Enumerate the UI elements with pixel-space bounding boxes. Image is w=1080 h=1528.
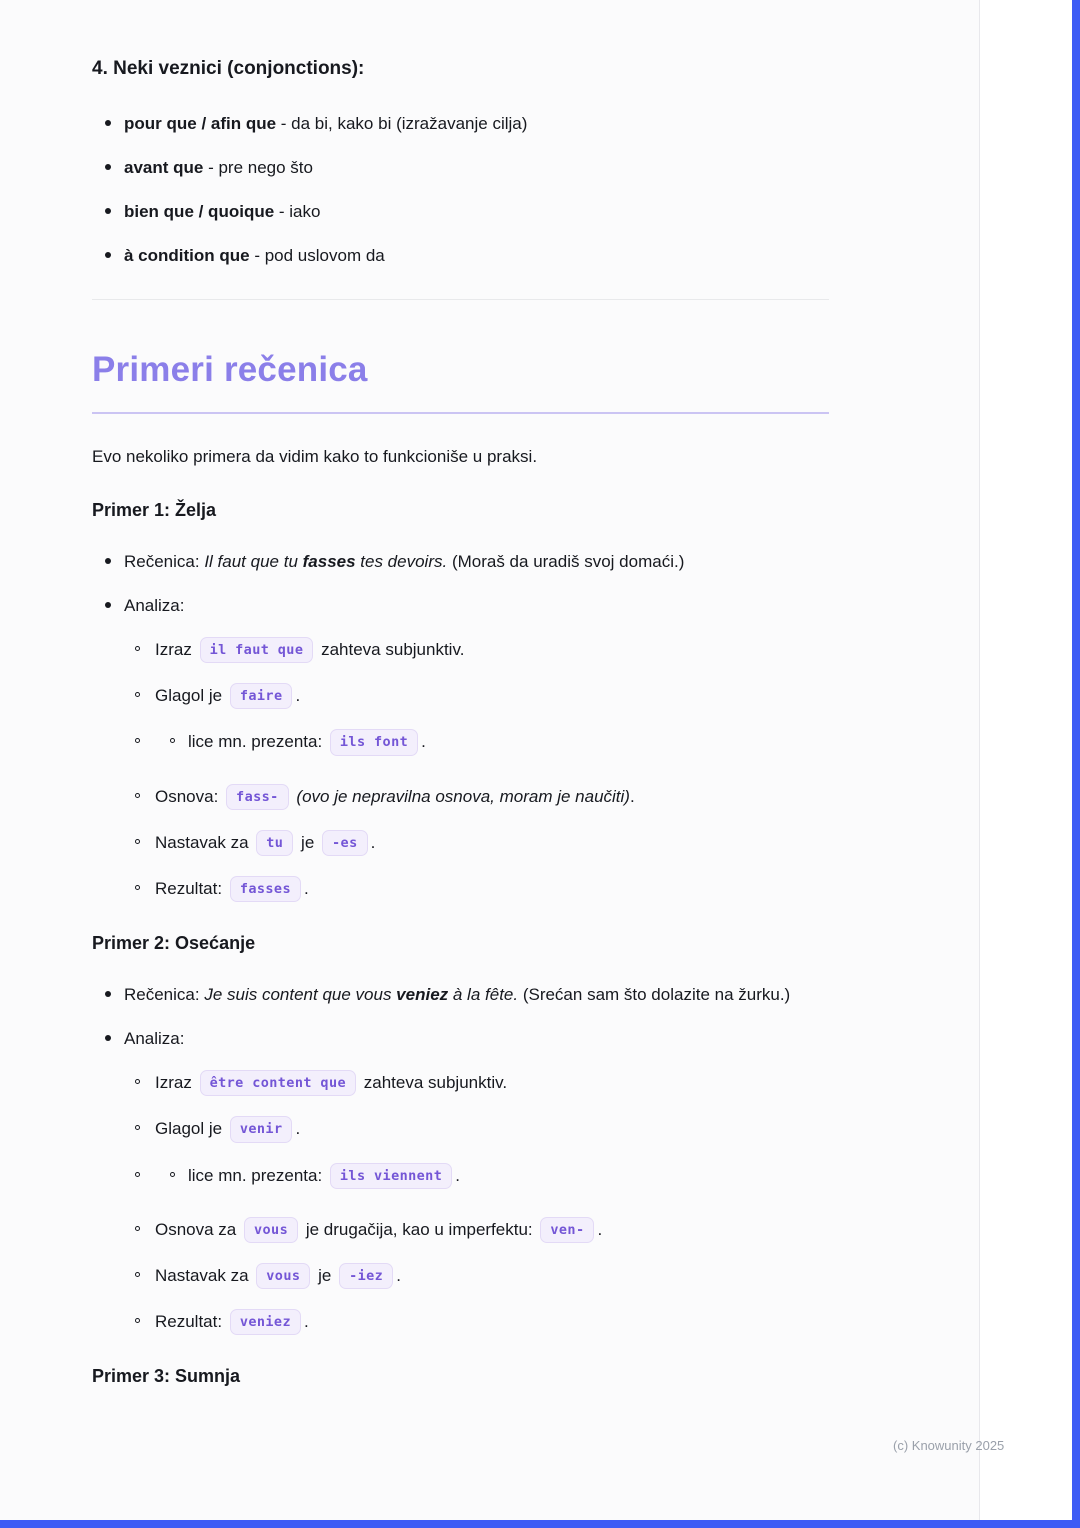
list-item-text xyxy=(124,592,184,619)
bullet-marker xyxy=(135,1172,140,1177)
bullet-marker xyxy=(135,793,140,798)
bullet-marker xyxy=(105,252,111,258)
text-segment: à la fête. xyxy=(448,985,519,1005)
bullet-marker xyxy=(135,1226,140,1231)
text-segment: veniez xyxy=(396,985,449,1005)
text-segment: je xyxy=(296,832,320,852)
text-segment: . xyxy=(295,1119,301,1139)
text-segment: Rezultat: xyxy=(155,878,227,898)
inline-code-chip: être content que xyxy=(200,1070,356,1096)
page-edge-bar-bottom xyxy=(0,1520,1080,1528)
bullet-marker xyxy=(105,558,111,564)
intro-paragraph: Evo nekoliko primera da vidim kako to funkcioniše u praksi. xyxy=(92,447,538,466)
text-segment: . xyxy=(295,686,301,706)
example-item xyxy=(92,548,829,575)
bullet-marker xyxy=(105,602,111,608)
bullet-marker xyxy=(135,1079,140,1084)
conjunction-item xyxy=(92,242,829,269)
list-item-text xyxy=(124,154,313,181)
text-segment: Izraz xyxy=(155,1073,197,1093)
example-item xyxy=(92,981,829,1008)
page-side-strip xyxy=(979,0,1072,1528)
example-item xyxy=(92,728,829,756)
text-segment: Izraz xyxy=(155,640,197,659)
section-divider xyxy=(92,299,829,300)
inline-code-chip: vous xyxy=(256,1263,310,1289)
inline-code-chip: -iez xyxy=(339,1263,393,1289)
inline-code-chip: vous xyxy=(244,1217,298,1243)
text-segment: - pod uslovom da xyxy=(249,246,385,265)
text-segment: lice mn. prezenta: xyxy=(188,1165,327,1185)
bullet-marker xyxy=(135,1125,140,1130)
text-segment: . xyxy=(303,1312,309,1332)
inline-code-chip: tu xyxy=(256,830,293,856)
text-segment: - iako xyxy=(274,202,321,221)
inline-code-chip: il faut que xyxy=(200,637,314,663)
page-title: Primeri rečenica xyxy=(92,350,368,389)
text-segment: tes devoirs. xyxy=(355,552,448,571)
example-item xyxy=(92,1308,829,1336)
text-segment: . xyxy=(396,1265,401,1285)
bullet-marker xyxy=(105,120,111,126)
list-item-text xyxy=(155,1262,401,1290)
bullet-marker xyxy=(105,164,111,170)
text-segment: fasses xyxy=(302,552,356,571)
example-item xyxy=(92,1162,829,1190)
inline-code-chip: faire xyxy=(230,683,293,709)
conjunction-item xyxy=(92,198,829,225)
bullet-marker xyxy=(135,692,140,697)
example-item xyxy=(92,1069,829,1097)
bullet-marker xyxy=(135,839,140,844)
text-segment: . xyxy=(303,878,309,898)
text-segment: (Moraš da uradiš svoj domaći.) xyxy=(447,552,685,571)
inline-code-chip: ven- xyxy=(540,1217,594,1243)
bullet-marker xyxy=(170,1172,175,1177)
text-segment: Analiza: xyxy=(124,596,185,615)
bullet-marker xyxy=(135,738,140,743)
text-segment: zahteva subjunktiv. xyxy=(359,1073,508,1093)
example-item xyxy=(92,682,829,710)
text-segment: Osnova za xyxy=(155,1219,241,1239)
text-segment: bien que / quoique xyxy=(124,202,275,221)
text-segment: (ovo je nepravilna osnova, moram je naučiti) xyxy=(296,786,630,806)
text-segment: zahteva subjunktiv. xyxy=(316,640,465,659)
text-segment: . xyxy=(370,832,376,852)
text-segment: Osnova: xyxy=(155,786,224,806)
list-item-text xyxy=(188,728,426,756)
example-item xyxy=(92,1025,829,1052)
text-segment: Analiza: xyxy=(124,1029,185,1049)
example-subheading: Primer 2: Osećanje xyxy=(92,933,256,954)
list-item-text xyxy=(155,1069,507,1097)
conjunction-item xyxy=(92,154,829,181)
inline-code-chip: veniez xyxy=(230,1309,301,1335)
conjunctions-list xyxy=(92,110,829,269)
text-segment: pour que / afin que xyxy=(124,114,277,133)
footer-credit: (c) Knowunity 2025 xyxy=(893,1438,1005,1453)
text-segment: - pre nego što xyxy=(203,158,313,177)
bullet-marker xyxy=(135,646,140,651)
bullet-marker xyxy=(170,738,175,743)
example-subheading: Primer 3: Sumnja xyxy=(92,1366,241,1387)
text-segment: je drugačija, kao u imperfektu: xyxy=(301,1219,538,1239)
inline-code-chip: venir xyxy=(230,1116,293,1142)
list-item-text xyxy=(124,198,320,225)
text-segment: (Srećan sam što dolazite na žurku.) xyxy=(518,985,791,1005)
list-item-text xyxy=(124,110,527,137)
text-segment: . xyxy=(597,1219,603,1239)
document-content xyxy=(92,0,829,1414)
example-item xyxy=(92,783,829,811)
text-segment: - da bi, kako bi (izražavanje cilja) xyxy=(276,114,528,133)
text-segment: Glagol je xyxy=(155,686,227,706)
text-segment: . xyxy=(421,732,426,752)
list-item-text xyxy=(155,875,309,903)
example-item xyxy=(92,592,829,619)
bullet-marker xyxy=(105,208,111,214)
list-item-text xyxy=(155,1216,602,1244)
list-item-text xyxy=(124,242,385,269)
example-subheading: Primer 1: Želja xyxy=(92,500,217,520)
list-item-text xyxy=(155,1308,309,1336)
inline-code-chip: -es xyxy=(322,830,368,856)
example-item xyxy=(92,636,829,664)
text-segment: Glagol je xyxy=(155,1119,227,1139)
example-item xyxy=(92,1262,829,1290)
text-segment: Rečenica: xyxy=(124,552,205,571)
inline-code-chip: fasses xyxy=(230,876,301,902)
list-item-text xyxy=(124,1025,184,1052)
text-segment: Rečenica: xyxy=(124,985,205,1005)
text-segment: je xyxy=(313,1265,337,1285)
list-item-text xyxy=(188,1162,460,1190)
text-segment: Nastavak za xyxy=(155,1265,254,1285)
inline-code-chip: ils font xyxy=(330,729,418,755)
example-item xyxy=(92,875,829,903)
list-item-text xyxy=(155,636,464,664)
bullet-marker xyxy=(105,1035,111,1041)
bullet-marker xyxy=(135,885,140,890)
text-segment: à condition que xyxy=(124,246,250,265)
bullet-marker xyxy=(135,1318,140,1323)
conjunctions-heading: 4. Neki veznici (conjonctions): xyxy=(92,58,365,79)
list-item-text xyxy=(124,981,790,1008)
example-item xyxy=(92,829,829,857)
example-item xyxy=(92,1216,829,1244)
text-segment: Je suis content que vous xyxy=(204,985,397,1005)
inline-code-chip: ils viennent xyxy=(330,1163,452,1189)
inline-code-chip: fass- xyxy=(226,784,289,810)
list-item-text xyxy=(155,783,635,811)
text-segment: Il faut que tu xyxy=(204,552,303,571)
text-segment: avant que xyxy=(124,158,204,177)
page-edge-bar-right xyxy=(1072,0,1080,1528)
text-segment: Rezultat: xyxy=(155,1312,227,1332)
list-item-text xyxy=(155,829,375,857)
bullet-marker xyxy=(105,991,111,997)
text-segment: . xyxy=(455,1165,460,1185)
list-item-text xyxy=(155,1115,300,1143)
text-segment: lice mn. prezenta: xyxy=(188,732,327,752)
title-underline xyxy=(92,412,829,414)
text-segment: . xyxy=(629,786,635,806)
bullet-marker xyxy=(135,1272,140,1277)
list-item-text xyxy=(155,682,300,710)
example-item xyxy=(92,1115,829,1143)
list-item-text xyxy=(124,548,684,575)
examples-container xyxy=(92,500,829,1387)
conjunction-item xyxy=(92,110,829,137)
text-segment: Nastavak za xyxy=(155,832,254,852)
